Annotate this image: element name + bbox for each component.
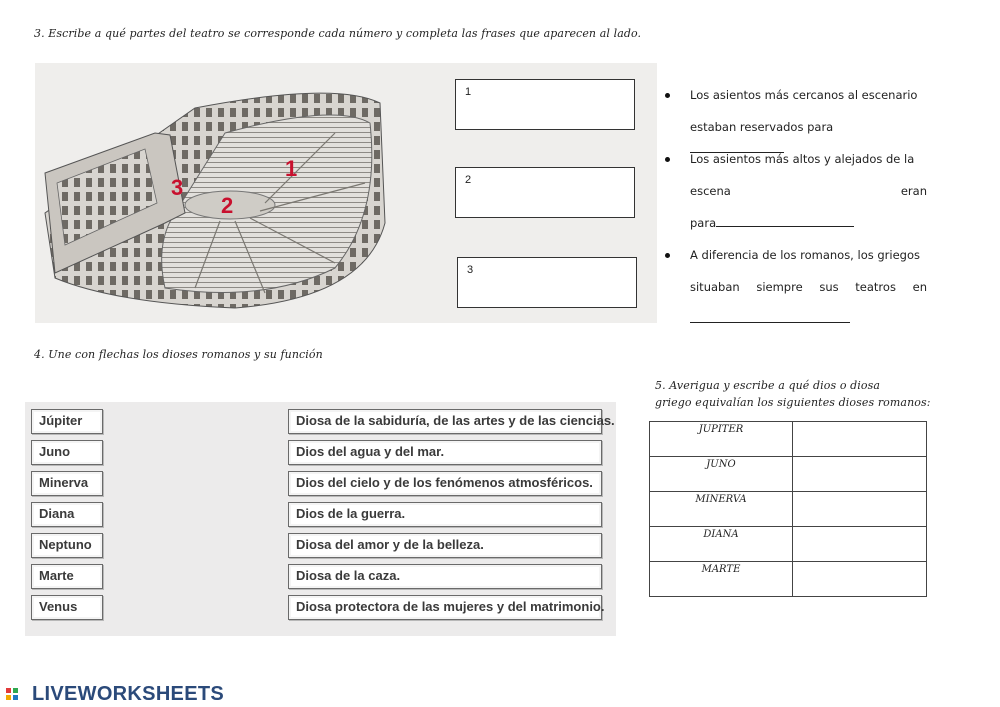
sentence-2-line1: Los asientos más altos y alejados de la [665, 148, 927, 180]
matching-panel [25, 402, 616, 636]
answer-cell[interactable] [793, 492, 927, 527]
table-row [650, 492, 927, 527]
sentence-2-line3: para [665, 212, 927, 244]
table-row [650, 527, 927, 562]
marker-1: 1 [285, 156, 298, 181]
section5-heading-line2: griego equivalían los siguientes dioses romanos: [655, 396, 931, 409]
section4-heading: 4. Une con flechas los dioses romanos y su función [34, 348, 323, 361]
answer-box-number: 2 [465, 174, 472, 186]
god-diana[interactable]: Diana [31, 502, 103, 527]
god-neptuno[interactable]: Neptuno [31, 533, 103, 558]
table-row [650, 457, 927, 492]
answer-cell[interactable] [793, 562, 927, 597]
sentence-1-line2: estaban reservados para [665, 116, 927, 148]
answer-cell[interactable] [793, 527, 927, 562]
function-3[interactable]: Dios del cielo y de los fenómenos atmosféricos. [288, 471, 602, 496]
logo-icon [6, 684, 32, 704]
function-5[interactable]: Diosa del amor y de la belleza. [288, 533, 602, 558]
marker-2: 2 [221, 193, 234, 218]
answer-box-1[interactable] [455, 79, 635, 130]
fill-blank-3[interactable] [690, 309, 850, 323]
answer-box-number: 3 [467, 264, 474, 276]
liveworksheets-logo[interactable] [6, 683, 224, 705]
god-minerva[interactable]: Minerva [31, 471, 103, 496]
function-2[interactable]: Dios del agua y del mar. [288, 440, 602, 465]
fill-blank-2[interactable] [716, 213, 854, 227]
god-venus[interactable]: Venus [31, 595, 103, 620]
roman-god-cell: MINERVA [650, 492, 793, 527]
answer-box-3[interactable] [457, 257, 637, 308]
sentence-2-line2: escena eran [690, 184, 927, 198]
section3-heading: 3. Escribe a qué partes del teatro se corresponde cada número y completa las frases que aparecen al lado. [34, 27, 642, 40]
section5-heading-line1: 5. Averigua y escribe a qué dios o diosa [655, 379, 881, 392]
equivalence-table [649, 421, 927, 597]
answer-cell[interactable] [793, 422, 927, 457]
sentence-3-line2: situaban siempre sus teatros en [690, 280, 927, 294]
logo-text: LIVEWORKSHEETS [32, 682, 224, 705]
roman-god-cell: DIANA [650, 527, 793, 562]
answer-box-number: 1 [465, 86, 472, 98]
function-4[interactable]: Dios de la guerra. [288, 502, 602, 527]
marker-3: 3 [171, 175, 184, 200]
function-6[interactable]: Diosa de la caza. [288, 564, 602, 589]
sentence-list [665, 84, 927, 340]
answer-box-2[interactable] [455, 167, 635, 218]
answer-cell[interactable] [793, 457, 927, 492]
table-row [650, 562, 927, 597]
god-marte[interactable]: Marte [31, 564, 103, 589]
god-jupiter[interactable]: Júpiter [31, 409, 103, 434]
roman-god-cell: JUPITER [650, 422, 793, 457]
sentence-1-line1: Los asientos más cercanos al escenario [665, 84, 927, 116]
god-juno[interactable]: Juno [31, 440, 103, 465]
roman-god-cell: MARTE [650, 562, 793, 597]
function-7[interactable]: Diosa protectora de las mujeres y del matrimonio. [288, 595, 602, 620]
sentence-3-line3 [665, 308, 927, 340]
sentence-3-line1: A diferencia de los romanos, los griegos [665, 244, 927, 276]
function-1[interactable]: Diosa de la sabiduría, de las artes y de las ciencias. [288, 409, 602, 434]
roman-god-cell: JUNO [650, 457, 793, 492]
table-row [650, 422, 927, 457]
